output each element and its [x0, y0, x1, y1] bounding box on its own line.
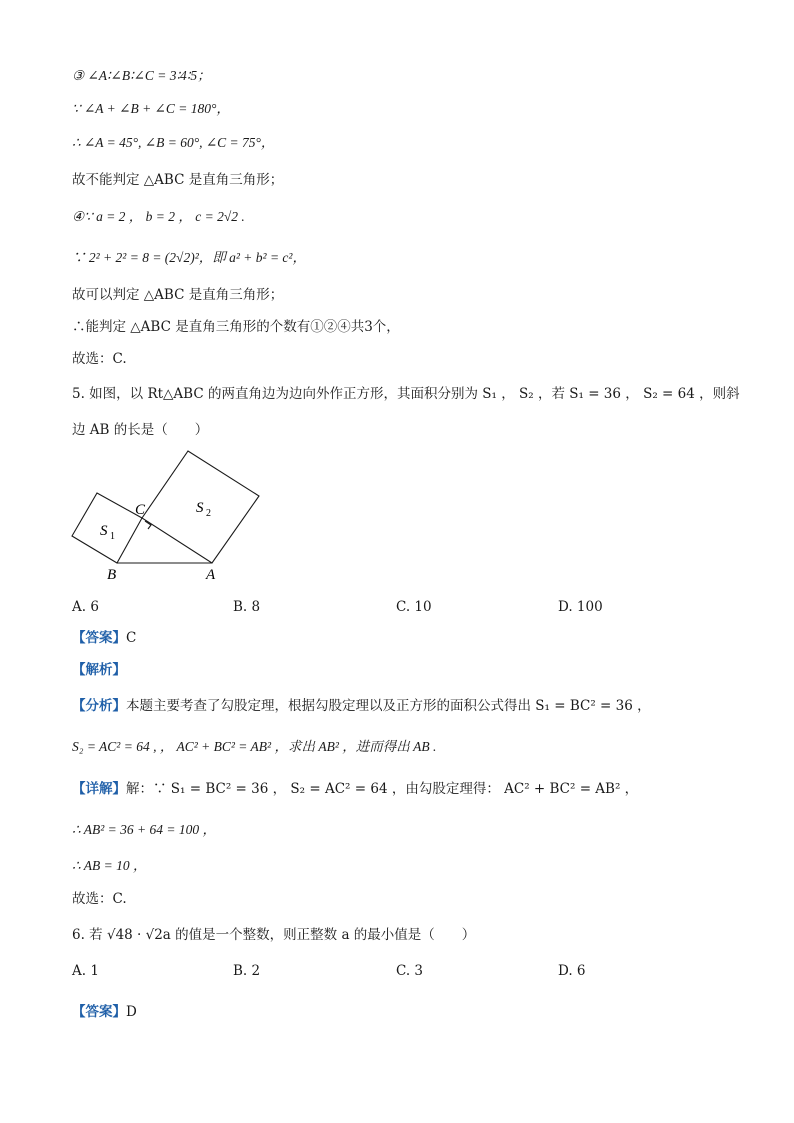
- text-line: ∵ 2² + 2² = 8 = (2√2)²，即 a² + b² = c²，: [72, 250, 306, 265]
- answer-value: D: [126, 1004, 137, 1020]
- detail-line: 故选：C.: [72, 891, 127, 907]
- choice-a: A. 6: [72, 599, 99, 615]
- vertex-label-a: A: [206, 567, 216, 583]
- text-line: ④∵ a = 2 ， b = 2 ， c = 2√2 .: [72, 209, 245, 224]
- choice-d: D. 100: [558, 599, 603, 615]
- vertex-label-b: B: [107, 567, 117, 583]
- analysis-line: [72, 696, 651, 716]
- area-label-s2-sub: 2: [206, 508, 211, 519]
- text-line: ∴ ∠A = 45°, ∠B = 60°, ∠C = 75°，: [72, 135, 275, 150]
- answer-value: C: [126, 630, 137, 646]
- choice-c: C. 3: [396, 963, 424, 979]
- choice-b: B. 8: [233, 599, 261, 615]
- analysis-tag: 【解析】: [72, 662, 126, 678]
- text-line: ∴能判定 △ABC 是直角三角形的个数有①②④共3个，: [72, 319, 400, 335]
- text-line: ③ ∠A∶∠B∶∠C = 3∶4∶5；: [72, 68, 211, 83]
- answer-5: [72, 628, 136, 648]
- question-5-stem: 5. 如图，以 Rt△ABC 的两直角边为边向外作正方形，其面积分别为 S₁ ， S₂ ，若 S₁ = 36 ， S₂ = 64 ，则斜: [72, 386, 740, 402]
- area-label-s2: S: [196, 500, 204, 516]
- answer-6: [72, 1002, 137, 1022]
- choice-d: D. 6: [558, 963, 586, 979]
- right-triangle-squares-figure: [60, 446, 280, 586]
- text-line: 故不能判定 △ABC 是直角三角形；: [72, 172, 284, 188]
- choice-c: C. 10: [396, 599, 432, 615]
- fenxi-tag: 【分析】: [72, 698, 126, 714]
- area-label-s1-sub: 1: [110, 531, 115, 542]
- detail-line: ∴ AB = 10 ，: [72, 858, 147, 873]
- text-line: 故选：C.: [72, 351, 127, 367]
- analysis-line: S₂ = AC² = 64 , ， AC² + BC² = AB² ，求出 AB² ，进而得出 AB .: [72, 739, 437, 754]
- detail-line: [72, 779, 638, 799]
- area-label-s1: S: [100, 523, 108, 539]
- analysis-heading: [72, 660, 126, 680]
- answer-tag: 【答案】: [72, 1004, 126, 1020]
- fenxi-text: 本题主要考查了勾股定理，根据勾股定理以及正方形的面积公式得出 S₁ = BC² = 36 ，: [126, 698, 651, 714]
- choice-b: B. 2: [233, 963, 261, 979]
- xiangjie-text: 解：∵ S₁ = BC² = 36 ， S₂ = AC² = 64 ，由勾股定理得： AC² + BC² = AB² ，: [126, 781, 639, 797]
- xiangjie-tag: 【详解】: [72, 781, 126, 797]
- vertex-label-c: C: [135, 502, 146, 518]
- question-5-stem: 边 AB 的长是（ ）: [72, 422, 209, 438]
- question-6-stem: 6. 若 √48 · √2a 的值是一个整数，则正整数 a 的最小值是（ ）: [72, 927, 476, 943]
- answer-tag: 【答案】: [72, 630, 126, 646]
- choice-a: A. 1: [72, 963, 99, 979]
- text-line: ∵ ∠A + ∠B + ∠C = 180°，: [72, 101, 230, 116]
- text-line: 故可以判定 △ABC 是直角三角形；: [72, 287, 284, 303]
- detail-line: ∴ AB² = 36 + 64 = 100 ，: [72, 822, 216, 837]
